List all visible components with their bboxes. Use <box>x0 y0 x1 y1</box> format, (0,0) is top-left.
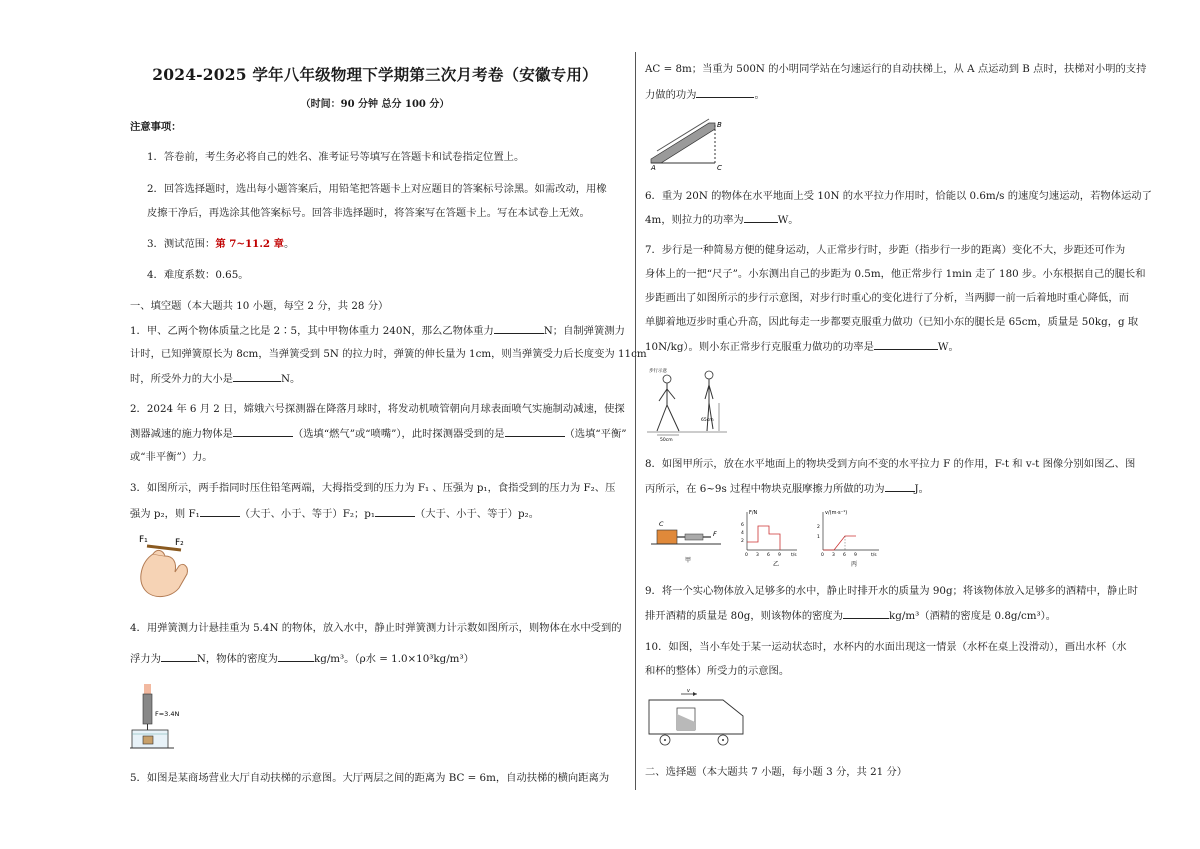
point-a: A <box>651 164 656 170</box>
answer-blank[interactable] <box>843 607 889 619</box>
q3-line-2: 强为 p₂，则 F₁ （大于、小于、等于）F₂；p₁ （大于、小于、等于）p₂。 <box>130 505 539 522</box>
answer-blank[interactable] <box>885 480 915 492</box>
answer-blank[interactable] <box>505 425 565 437</box>
answer-blank[interactable] <box>494 322 544 334</box>
f-tick-t0: 0 <box>745 553 748 558</box>
answer-blank[interactable] <box>200 505 240 517</box>
label-f1: F₁ <box>139 535 148 545</box>
notes-heading: 注意事项： <box>130 121 182 133</box>
answer-blank[interactable] <box>161 650 197 662</box>
q9-line-2: 排开酒精的质量是 80g，则该物体的密度为 kg/m³（酒精的密度是 0.8g/cm³）。 <box>645 607 1056 624</box>
v-axis-label: v/(m·s⁻¹) <box>825 510 848 516</box>
q10-line-1: 10．如图，当小车处于某一运动状态时，水杯内的水面出现这一情景（水杯在桌上没滑动），画出水杯（水 <box>645 641 1127 653</box>
q7-line-4: 单脚着地迈步时重心升高，因此每走一步都要克服重力做功（已知小东的腿长是 65cm，质量是 50kg，g 取 <box>645 316 1139 328</box>
answer-blank[interactable] <box>874 338 938 350</box>
section-2-heading: 二、选择题（本大题共 7 小题，每小题 3 分，共 21 分） <box>645 766 908 778</box>
q5-line-1: 5．如图是某商场营业大厅自动扶梯的示意图。大厅两层之间的距离为 BC = 6m，自动扶梯的横向距离为 <box>130 772 610 784</box>
v-time-label: t/s <box>871 553 877 558</box>
block-label: C <box>659 520 664 528</box>
f-tick-t3: 3 <box>756 553 759 558</box>
walking-figure <box>647 365 727 443</box>
column-divider <box>635 52 636 790</box>
figure-jia-label: 甲 <box>685 557 692 564</box>
leg-length-label: 65cm <box>701 418 714 423</box>
figure-yi-label: 乙 <box>773 561 780 568</box>
force-graphs-figure <box>647 506 897 572</box>
v-tick-t0: 0 <box>821 553 824 558</box>
q8-line-2: 丙所示，在 6~9s 过程中物块克服摩擦力所做的功为 J。 <box>645 480 929 497</box>
v-tick-t3: 3 <box>832 553 835 558</box>
f-tick-6: 6 <box>741 523 744 528</box>
q5-line-2: AC = 8m；当重为 500N 的小明同学站在匀速运行的自动扶梯上，从 A 点运动到 B 点时，扶梯对小明的支持 <box>645 63 1147 75</box>
note-2-line-2: 皮擦干净后，再选涂其他答案标号。回答非选择题时，将答案写在答题卡上。写在本试卷上无效。 <box>147 207 590 219</box>
q1-line-1: 1．甲、乙两个物体质量之比是 2∶5，其中甲物体重力 240N，那么乙物体重力 N；自制弹簧测力 <box>130 322 625 339</box>
note-1: 1．答卷前，考生务必将自己的姓名、准考证号等填写在答题卡和试卷指定位置上。 <box>147 151 525 163</box>
answer-blank[interactable] <box>233 370 281 382</box>
answer-blank[interactable] <box>744 211 778 223</box>
v-tick-t6: 6 <box>843 553 846 558</box>
q1-line-3: 时，所受外力的大小是 N。 <box>130 370 300 387</box>
scale-reading-label: F=3.4N <box>155 710 180 718</box>
q2-line-1: 2．2024 年 6 月 2 日，嫦娥六号探测器在降落月球时，将发动机喷管朝向月球表面喷气实施制动减速，使探 <box>130 403 625 415</box>
q4-line-2: 浮力为 N，物体的密度为 kg/m³。（ρ水 = 1.0×10³kg/m³） <box>130 650 474 667</box>
q3-line-1: 3．如图所示，两手指同时压住铅笔两端，大拇指受到的压力为 F₁ 、压强为 p₁，食指受到的压力为 F₂、压 <box>130 482 616 494</box>
step-length-label: 50cm <box>660 438 673 443</box>
f-tick-t6: 6 <box>767 553 770 558</box>
q7-line-3: 步距画出了如图所示的步行示意图，对步行时重心的变化进行了分析，当两脚一前一后着地时重心降低，而 <box>645 292 1129 304</box>
point-b: B <box>717 121 722 129</box>
q6-line-1: 6．重为 20N 的物体在水平地面上受 10N 的水平拉力作用时，恰能以 0.6m/s 的速度匀速运动，若物体运动了 <box>645 190 1152 202</box>
note-3: 3．测试范围：第 7~11.2 章。 <box>147 238 295 250</box>
note-4: 4．难度系数：0.65。 <box>147 269 249 281</box>
velocity-label: v <box>687 688 690 694</box>
v-tick-2: 2 <box>817 525 820 530</box>
q7-line-5: 10N/kg）。则小东正常步行克服重力做功的功率是 W。 <box>645 338 959 355</box>
q10-line-2: 和杯的整体）所受力的示意图。 <box>645 665 790 677</box>
label-f2: F₂ <box>175 538 184 548</box>
escalator-figure <box>647 115 727 170</box>
f-tick-t9: 9 <box>778 553 781 558</box>
exam-info: （时间：90 分钟 总分 100 分） <box>300 99 450 110</box>
q7-line-1: 7．步行是一种简易方便的健身运动，人正常步行时，步距（指步行一步的距离）变化不大，步距还可作为 <box>645 244 1126 256</box>
page-title: 2024-2025 学年八年级物理下学期第三次月考卷（安徽专用） <box>152 65 598 84</box>
v-tick-t9: 9 <box>854 553 857 558</box>
test-range: 第 7~11.2 章 <box>215 238 284 250</box>
q6-line-2: 4m，则拉力的功率为 W。 <box>645 211 799 228</box>
q9-line-1: 9．将一个实心物体放入足够多的水中，静止时排开水的质量为 90g；将该物体放入足够多的酒精中，静止时 <box>645 585 1138 597</box>
q4-line-1: 4．用弹簧测力计悬挂重为 5.4N 的物体，放入水中，静止时弹簧测力计示数如图所示，则物体在水中受到的 <box>130 622 622 634</box>
f-time-label: t/s <box>791 553 797 558</box>
answer-blank[interactable] <box>375 505 415 517</box>
f-tick-2: 2 <box>741 539 744 544</box>
point-c: C <box>717 164 722 170</box>
q5-line-3: 力做的功为 。 <box>645 86 765 103</box>
q7-line-2: 身体上的一把“尺子”。小东测出自己的步距为 0.5m，他正常步行 1min 走了 180 步。小东根据自己的腿长和 <box>645 268 1146 280</box>
f-axis-label: F/N <box>749 510 758 516</box>
force-label: F <box>713 530 717 538</box>
answer-blank[interactable] <box>278 650 314 662</box>
answer-blank[interactable] <box>233 425 293 437</box>
pencil-hand-figure <box>135 532 197 602</box>
walking-diagram-label: 步行示意 <box>649 369 667 374</box>
q2-line-3: 或“非平衡”）力。 <box>130 451 213 463</box>
spring-scale-figure <box>130 684 192 750</box>
q1-line-2: 计时，已知弹簧原长为 8cm，当弹簧受到 5N 的拉力时，弹簧的伸长量为 1cm，则当弹簧受力后长度变为 11cm <box>130 348 647 360</box>
note-2-line-1: 2．回答选择题时，选出每小题答案后，用铅笔把答题卡上对应题目的答案标号涂黑。如需改动，用橡 <box>147 183 607 195</box>
answer-blank[interactable] <box>696 86 754 98</box>
q2-line-2: 测器减速的施力物体是 （选填“燃气”或“喷嘴”），此时探测器受到的是 （选填“平衡” <box>130 425 627 442</box>
q8-line-1: 8．如图甲所示，放在水平地面上的物块受到方向不变的水平拉力 F 的作用，F-t 和 v-t 图像分别如图乙、图 <box>645 458 1136 470</box>
section-1-heading: 一、填空题（本大题共 10 小题，每空 2 分，共 28 分） <box>130 300 389 312</box>
cart-figure <box>647 688 751 750</box>
figure-bing-label: 丙 <box>851 561 858 568</box>
f-tick-4: 4 <box>741 531 744 536</box>
v-tick-1: 1 <box>817 535 820 540</box>
